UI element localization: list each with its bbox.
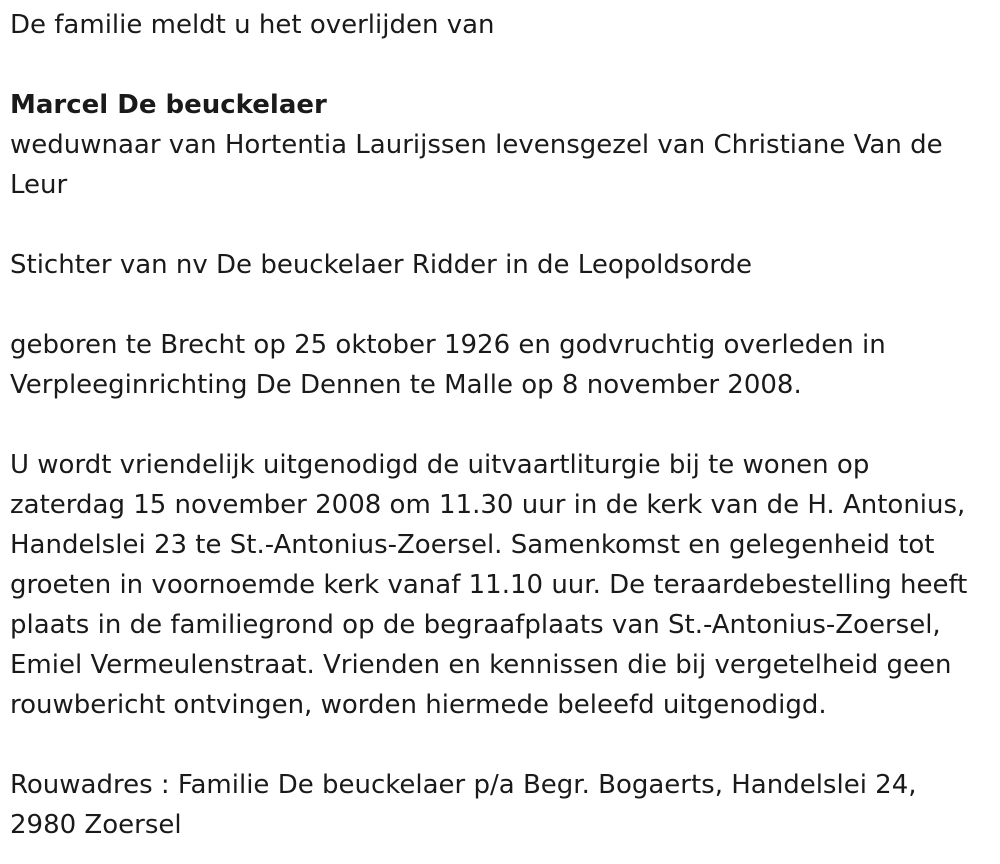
funeral-line-7: rouwbericht ontvingen, worden hiermede beleefd uitgenodigd. <box>10 690 827 720</box>
birth-death-paragraph <box>10 325 990 405</box>
founder-paragraph <box>10 245 990 285</box>
relations-line-2: Leur <box>10 170 68 200</box>
birth-death-line-1: geboren te Brecht op 25 oktober 1926 en godvruchtig overleden in <box>10 330 886 360</box>
intro-paragraph <box>10 5 990 45</box>
deceased-paragraph <box>10 85 990 205</box>
funeral-line-4: groeten in voornoemde kerk vanaf 11.10 uur. De teraardebestelling heeft <box>10 570 968 600</box>
funeral-line-6: Emiel Vermeulenstraat. Vrienden en kennissen die bij vergetelheid geen <box>10 650 952 680</box>
funeral-line-1: U wordt vriendelijk uitgenodigd de uitvaartliturgie bij te wonen op <box>10 450 870 480</box>
address-line-2: 2980 Zoersel <box>10 810 182 840</box>
funeral-line-3: Handelslei 23 te St.-Antonius-Zoersel. Samenkomst en gelegenheid tot <box>10 530 935 560</box>
relations-line-1: weduwnaar van Hortentia Laurijssen levensgezel van Christiane Van de <box>10 130 943 160</box>
founder-text: Stichter van nv De beuckelaer Ridder in de Leopoldsorde <box>10 250 753 280</box>
funeral-line-2: zaterdag 15 november 2008 om 11.30 uur in de kerk van de H. Antonius, <box>10 490 966 520</box>
birth-death-line-2: Verpleeginrichting De Dennen te Malle op 8 november 2008. <box>10 370 802 400</box>
deceased-name: Marcel De beuckelaer <box>10 90 327 120</box>
funeral-line-5: plaats in de familiegrond op de begraafplaats van St.-Antonius-Zoersel, <box>10 610 941 640</box>
funeral-paragraph <box>10 445 990 725</box>
address-paragraph <box>10 765 990 845</box>
intro-text: De familie meldt u het overlijden van <box>10 10 495 40</box>
address-line-1: Rouwadres : Familie De beuckelaer p/a Begr. Bogaerts, Handelslei 24, <box>10 770 917 800</box>
